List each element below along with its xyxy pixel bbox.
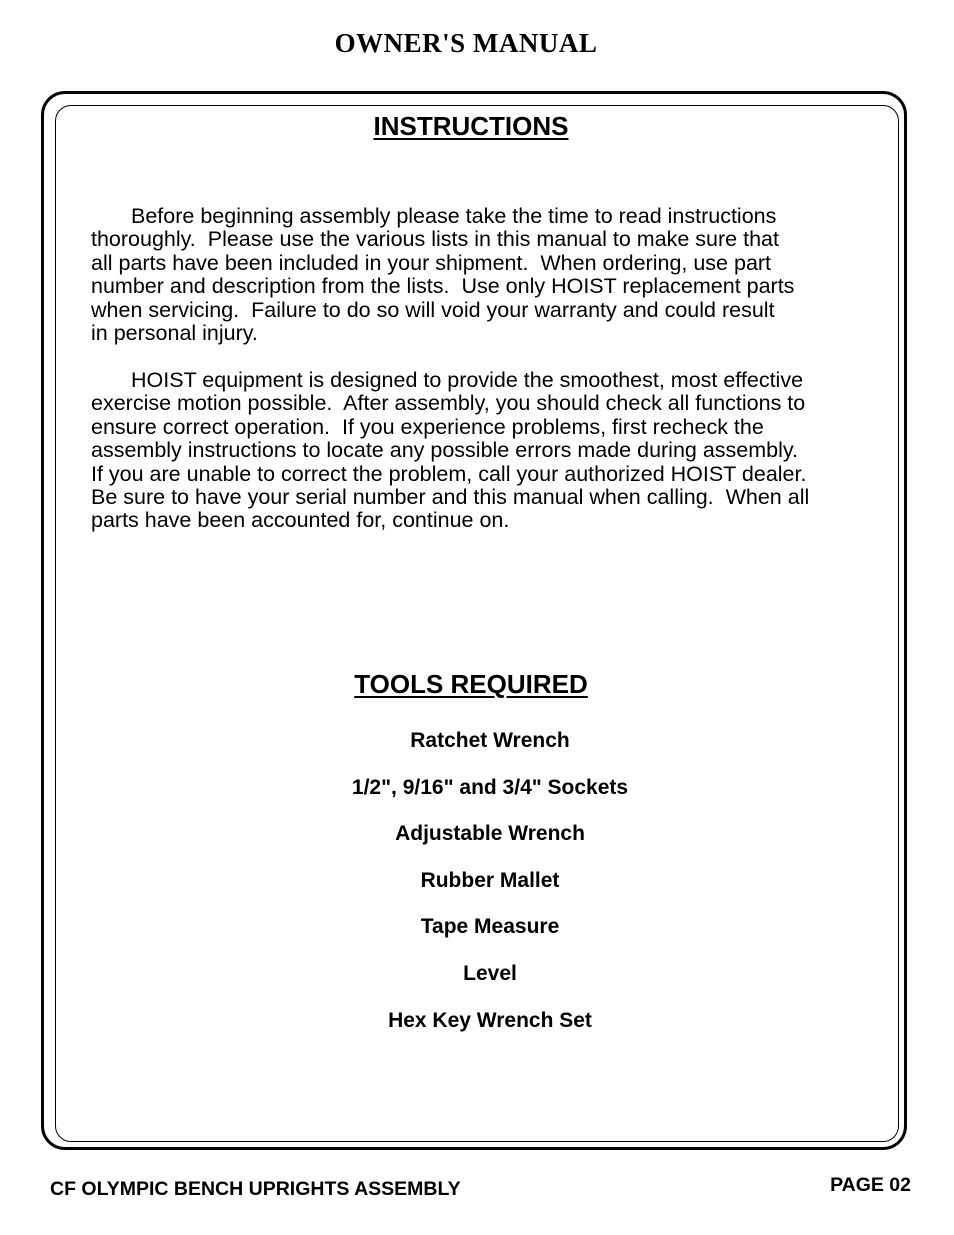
paragraph-line: If you are unable to correct the problem, call your authorized HOIST dealer.	[91, 461, 807, 486]
tool-item: Level	[463, 961, 517, 985]
paragraph-line: Be sure to have your serial number and this manual when calling. When all	[91, 485, 810, 510]
paragraph-line: when servicing. Failure to do so will void your warranty and could result	[91, 297, 775, 322]
instructions-paragraph-1	[91, 205, 881, 345]
paragraph-line: HOIST equipment is designed to provide the smoothest, most effective	[131, 368, 804, 392]
tool-item: Adjustable Wrench	[395, 822, 585, 846]
paragraph-line: parts have been accounted for, continue on.	[91, 508, 510, 533]
paragraph-line: number and description from the lists. Use only HOIST replacement parts	[91, 274, 795, 299]
page-header-title: OWNER'S MANUAL	[334, 28, 598, 58]
paragraph-line: exercise motion possible. After assembly, you should check all functions to	[91, 391, 806, 416]
paragraph-line: ensure correct operation. If you experience problems, first recheck the	[91, 414, 764, 439]
footer-document-title: CF OLYMPIC BENCH UPRIGHTS ASSEMBLY	[50, 1178, 461, 1200]
tool-item: Rubber Mallet	[420, 868, 560, 892]
paragraph-line: thoroughly. Please use the various lists in this manual to make sure that	[91, 227, 779, 252]
instructions-paragraph-2	[91, 369, 881, 533]
tools-list	[0, 728, 954, 1054]
footer-page-number: PAGE 02	[830, 1174, 911, 1196]
tool-item: Ratchet Wrench	[410, 729, 570, 752]
paragraph-line: all parts have been included in your shipment. When ordering, use part	[91, 250, 772, 275]
paragraph-line: assembly instructions to locate any possible errors made during assembly.	[91, 438, 799, 463]
tool-item: 1/2", 9/16" and 3/4" Sockets	[351, 775, 629, 799]
paragraph-line: in personal injury.	[91, 321, 258, 346]
tool-item: Hex Key Wrench Set	[388, 1008, 592, 1032]
tool-item: Tape Measure	[420, 915, 560, 939]
instructions-heading: INSTRUCTIONS	[373, 111, 569, 141]
paragraph-line: Before beginning assembly please take the time to read instructions	[131, 204, 777, 228]
tools-required-heading: TOOLS REQUIRED	[354, 669, 588, 699]
